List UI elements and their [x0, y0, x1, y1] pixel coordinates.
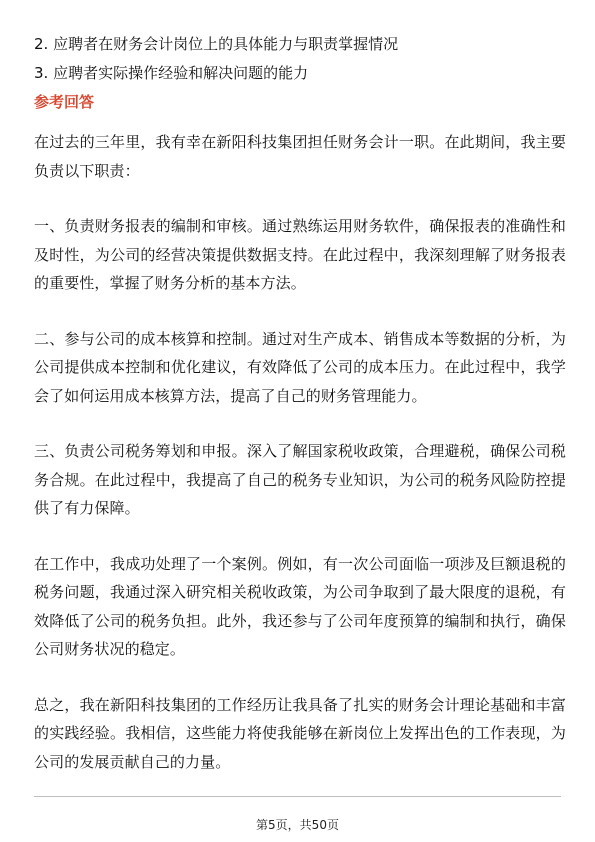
- answer-intro-paragraph: 在过去的三年里，我有幸在新阳科技集团担任财务会计一职。在此期间，我主要负责以下职责：: [34, 133, 566, 180]
- duty-financial-statements-paragraph: 一、负责财务报表的编制和审核。通过熟练运用财务软件，确保报表的准确性和及时性，为公司的经营决策提供数据支持。在此过程中，我深刻理解了财务报表的重要性，掌握了财务分析的基本方法。: [34, 217, 566, 292]
- page-number: 第5页，共50页: [256, 818, 339, 832]
- criteria-item-3: 3. 应聘者实际操作经验和解决问题的能力: [34, 64, 309, 82]
- duty-tax-paragraph: 三、负责公司税务筹划和申报。深入了解国家税收政策，合理避税，确保公司税务合规。在此过程中，我提高了自己的税务专业知识，为公司的税务风险防控提供了有力保障。: [34, 442, 566, 517]
- page-content: [34, 30, 566, 803]
- duty-cost-accounting-paragraph: 二、参与公司的成本核算和控制。通过对生产成本、销售成本等数据的分析，为公司提供成本控制和优化建议，有效降低了公司的成本压力。在此过程中，我学会了如何运用成本核算方法，提高了自己的财务管理能力。: [34, 329, 566, 405]
- conclusion-paragraph: 总之，我在新阳科技集团的工作经历让我具备了扎实的财务会计理论基础和丰富的实践经验。我相信，这些能力将使我能够在新岗位上发挥出色的工作表现，为公司的发展贡献自己的力量。: [34, 695, 566, 771]
- footer-divider: [34, 796, 561, 797]
- criteria-item-2: 2. 应聘者在财务会计岗位上的具体能力与职责掌握情况: [34, 35, 399, 53]
- answer-heading: 参考回答: [34, 93, 95, 111]
- case-example-paragraph: 在工作中，我成功处理了一个案例。例如，有一次公司面临一项涉及巨额退税的税务问题，我通过深入研究相关税收政策，为公司争取到了最大限度的退税，有效降低了公司的税务负担。此外，我还参与了公司年度预算的编制和执行，确保公司财务状况的稳定。: [34, 554, 566, 658]
